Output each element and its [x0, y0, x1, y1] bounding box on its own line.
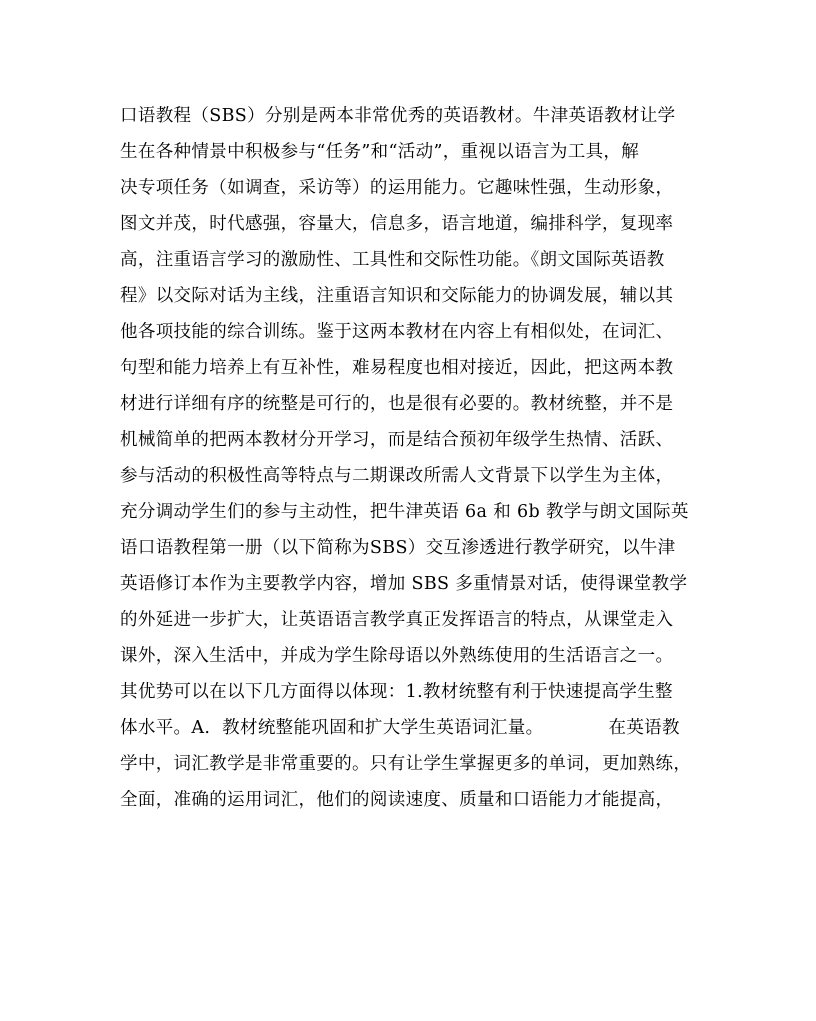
- text-line: 参与活动的积极性高等特点与二期课改所需人文背景下以学生为主体，: [120, 466, 674, 486]
- text-line: 决专项任务（如调查，采访等）的运用能力。它趣味性强，生动形象，: [120, 178, 674, 198]
- text-line: 语口语教程第一册（以下简称为SBS）交互渗透进行教学研究，以牛津: [120, 538, 676, 558]
- text-line: 口语教程（SBS）分别是两本非常优秀的英语教材。牛津英语教材让学: [120, 106, 676, 126]
- text-line: 高，注重语言学习的激励性、工具性和交际性功能。《朗文国际英语教: [120, 250, 665, 270]
- text-line: 图文并茂，时代感强，容量大，信息多，语言地道，编排科学，复现率: [120, 214, 674, 234]
- text-line: 课外，深入生活中，并成为学生除母语以外熟练使用的生活语言之一。: [120, 646, 674, 666]
- text-line: 程》以交际对话为主线，注重语言知识和交际能力的协调发展，辅以其: [120, 286, 674, 306]
- body-text: [120, 98, 700, 818]
- text-line: 学中，词汇教学是非常重要的。只有让学生掌握更多的单词，更加熟练，: [120, 754, 692, 774]
- text-line: 材进行详细有序的统整是可行的，也是很有必要的。教材统整，并不是: [120, 394, 674, 414]
- text-line: 机械简单的把两本教材分开学习，而是结合预初年级学生热情、活跃、: [120, 430, 674, 450]
- text-line: 句型和能力培养上有互补性，难易程度也相对接近，因此，把这两本教: [120, 358, 674, 378]
- text-line: 体水平。A. 教材统整能巩固和扩大学生英语词汇量。 在英语教: [120, 718, 680, 738]
- text-line: 其优势可以在以下几方面得以体现：1.教材统整有利于快速提高学生整: [120, 682, 673, 702]
- text-line: 的外延进一步扩大，让英语语言教学真正发挥语言的特点，从课堂走入: [120, 610, 674, 630]
- text-line: 充分调动学生们的参与主动性，把牛津英语 6a 和 6b 教学与朗文国际英: [120, 502, 689, 522]
- text-line: 全面，准确的运用词汇，他们的阅读速度、质量和口语能力才能提高，: [120, 790, 674, 810]
- text-line: 生在各种情景中积极参与“任务”和“活动”，重视以语言为工具，解: [120, 142, 640, 162]
- text-line: 他各项技能的综合训练。鉴于这两本教材在内容上有相似处，在词汇、: [120, 322, 674, 342]
- text-line: 英语修订本作为主要教学内容，增加 SBS 多重情景对话，使得课堂教学: [120, 574, 688, 594]
